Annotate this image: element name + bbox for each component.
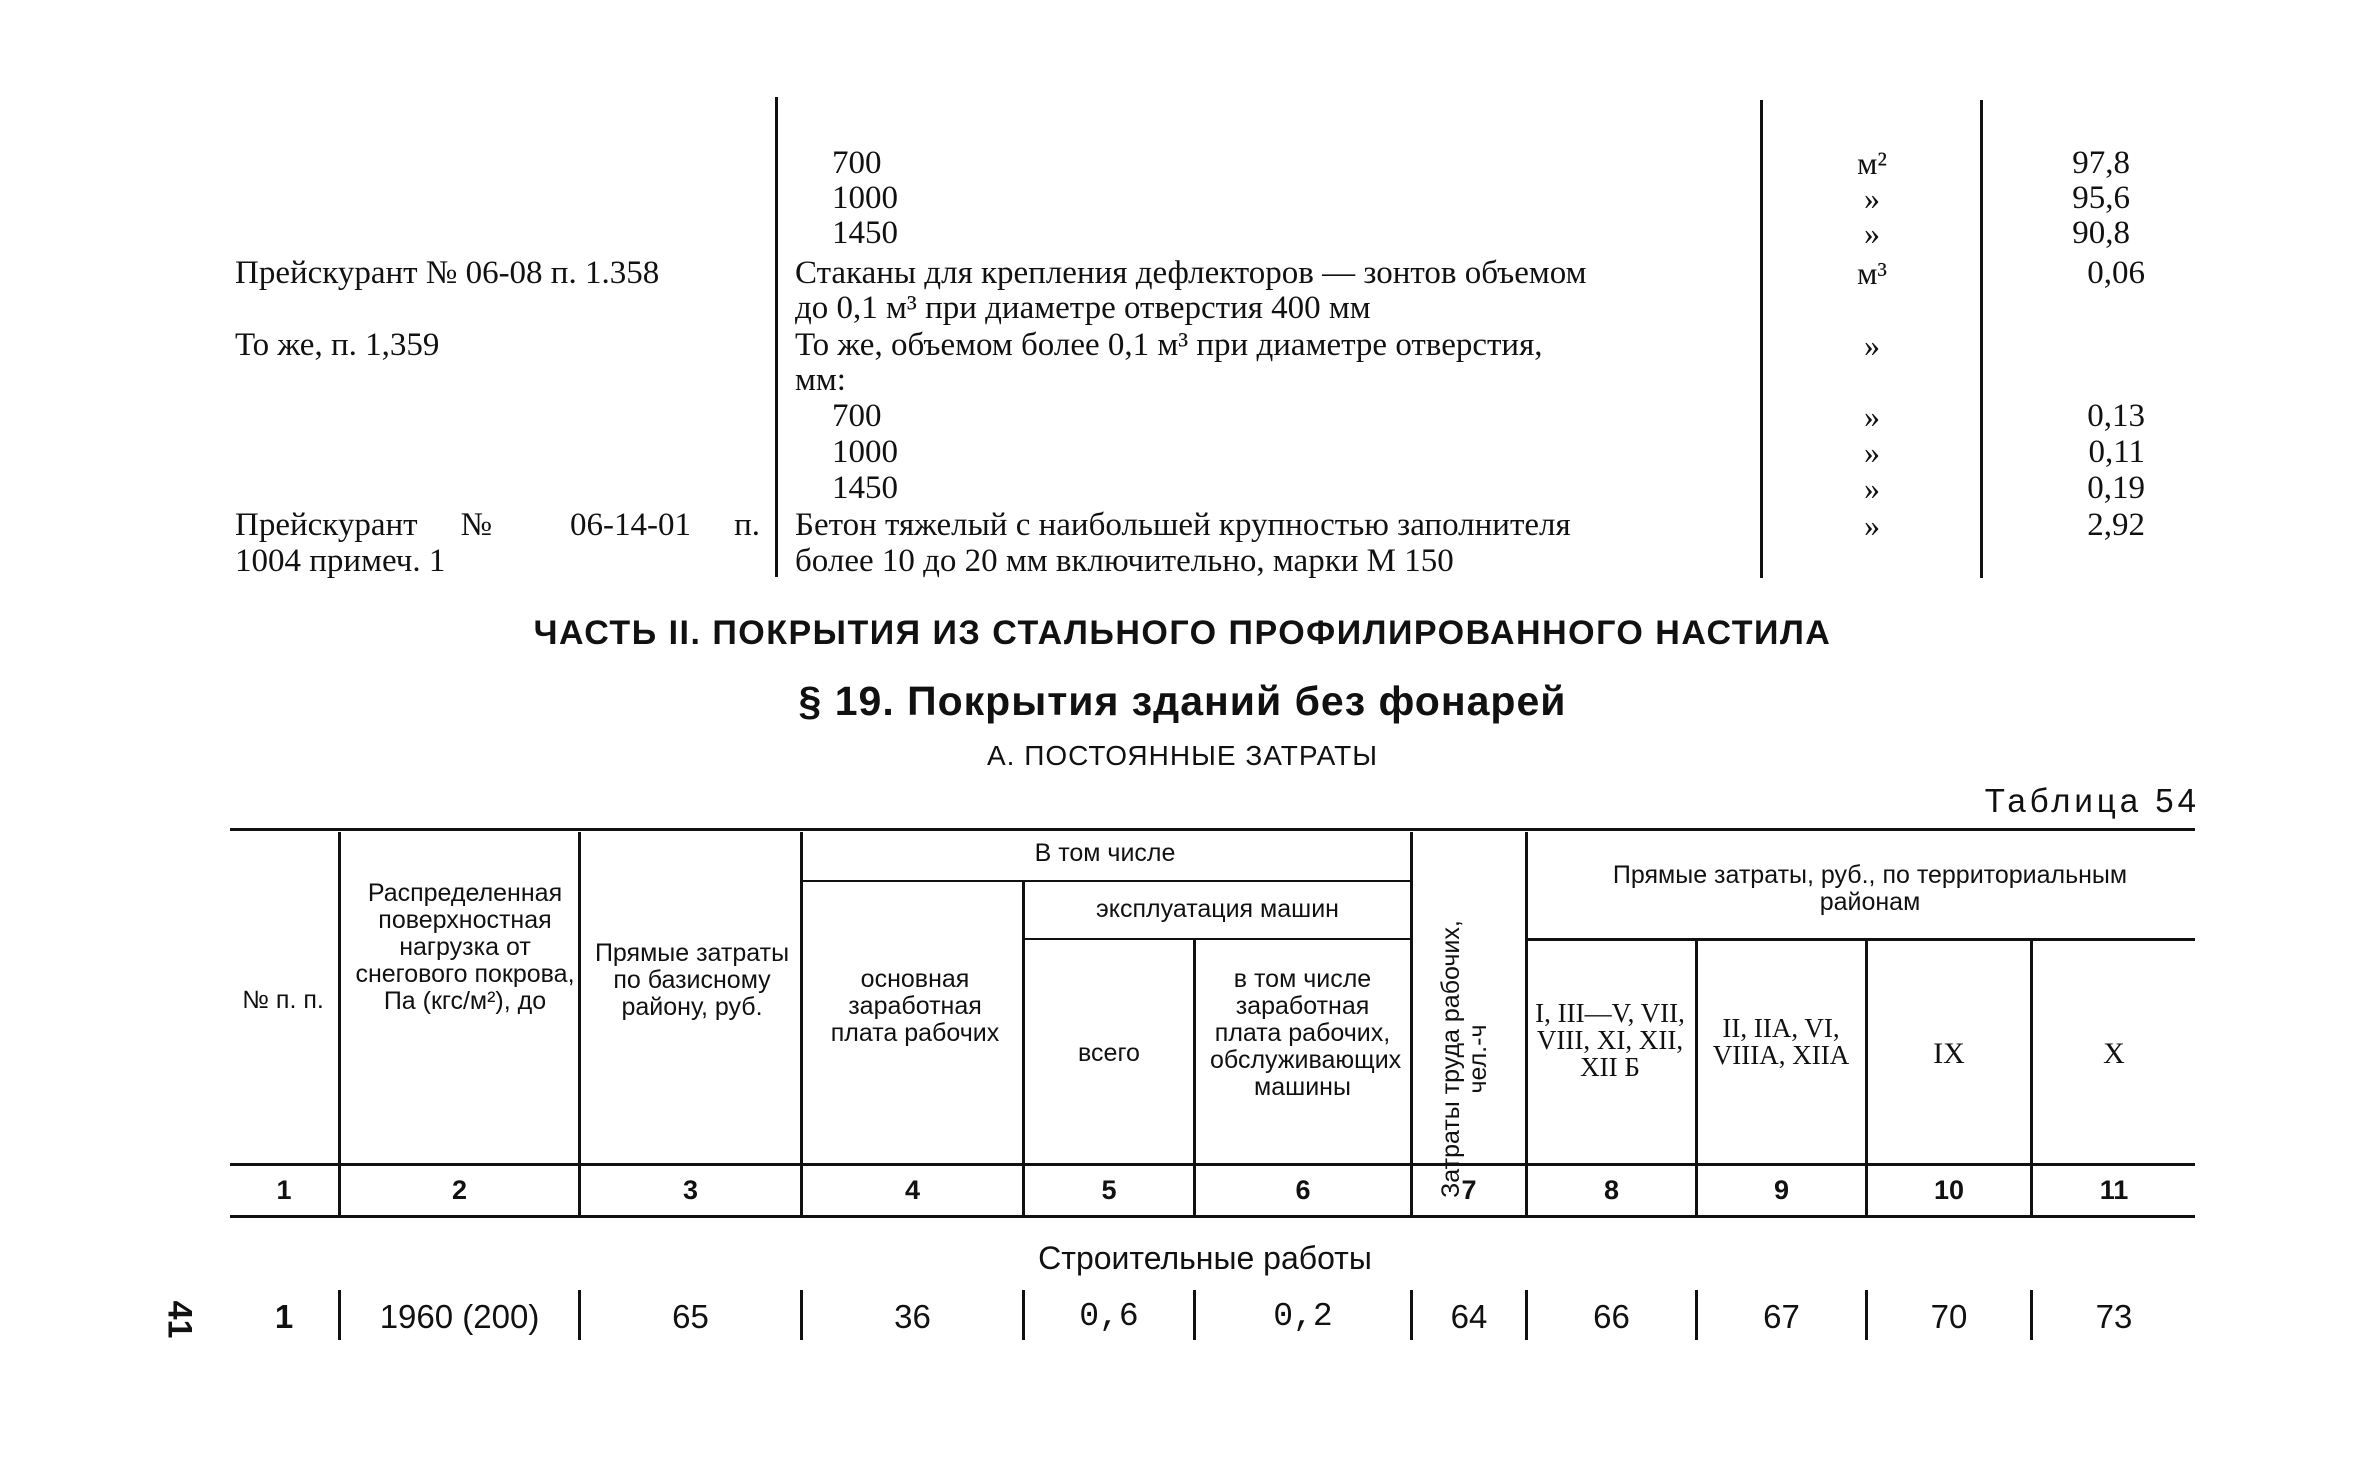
price-list-unit: » bbox=[1864, 507, 1880, 543]
column-number: 3 bbox=[682, 1175, 699, 1205]
price-list-description: То же, объемом более 0,1 м³ при диаметре отверстия, bbox=[795, 327, 1543, 363]
table-divider bbox=[800, 832, 803, 1215]
price-list-description: 1450 bbox=[832, 215, 898, 251]
price-list-value: 95,6 bbox=[2072, 180, 2130, 216]
price-list-description: до 0,1 м³ при диаметре отверстия 400 мм bbox=[795, 290, 1371, 326]
header-region-2: II, IIA, VI, VIIIA, XIIA bbox=[1712, 1013, 1850, 1070]
header-region-1: I, III—V, VII, VIII, XI, XII, XII Б bbox=[1535, 998, 1685, 1082]
table-rule bbox=[800, 880, 1410, 882]
column-number: 1 bbox=[276, 1175, 292, 1205]
table-divider bbox=[2030, 940, 2033, 1215]
table-rule bbox=[230, 1215, 2195, 1218]
subsection-heading: А. ПОСТОЯННЫЕ ЗАТРАТЫ bbox=[986, 740, 1379, 771]
header-base-wage: основная заработная плата рабочих bbox=[830, 965, 1000, 1047]
table-divider bbox=[578, 832, 581, 1215]
column-number: 10 bbox=[1933, 1175, 1965, 1205]
price-list-unit: » bbox=[1864, 327, 1880, 363]
table-divider bbox=[338, 832, 341, 1215]
price-list-description: 1000 bbox=[832, 434, 898, 470]
header-including: В том числе bbox=[1034, 839, 1176, 867]
price-list-unit: м³ bbox=[1857, 255, 1887, 291]
price-list-value: 0,11 bbox=[2088, 434, 2145, 470]
price-list-unit: » bbox=[1864, 180, 1880, 216]
page-number: 41 bbox=[160, 1300, 199, 1339]
header-region-x: X bbox=[2103, 1037, 2125, 1070]
price-list-description: мм: bbox=[795, 362, 846, 398]
column-number: 6 bbox=[1295, 1175, 1311, 1205]
part-heading: ЧАСТЬ II. ПОКРЫТИЯ ИЗ СТАЛЬНОГО ПРОФИЛИРОВАННОГО НАСТИЛА bbox=[533, 614, 1832, 652]
header-base-cost: Прямые затраты по базисному району, руб. bbox=[594, 939, 790, 1021]
price-list-value: 0,19 bbox=[2087, 470, 2145, 506]
table-divider bbox=[1865, 940, 1868, 1215]
price-list-unit: » bbox=[1864, 398, 1880, 434]
header-machine-wage: в том числе заработная плата рабочих, обслуживающих машины bbox=[1210, 965, 1402, 1101]
table-rule bbox=[230, 828, 2195, 831]
column-number: 8 bbox=[1603, 1175, 1620, 1205]
cell-region-x: 73 bbox=[2095, 1298, 2133, 1335]
price-list-source: Прейскурант № 06-14-01 п. bbox=[235, 507, 760, 543]
section-heading: § 19. Покрытия зданий без фонарей bbox=[798, 678, 1567, 724]
header-row-number: № п. п. bbox=[242, 986, 324, 1014]
header-regions: Прямые затраты, руб., по территориальным районам bbox=[1612, 861, 2128, 916]
group-row-title: Строительные работы bbox=[1038, 1240, 1372, 1276]
cell-region-1: 66 bbox=[1593, 1298, 1630, 1335]
table-divider bbox=[1695, 940, 1698, 1215]
price-list-unit: м² bbox=[1857, 145, 1887, 181]
column-number: 9 bbox=[1773, 1175, 1790, 1205]
price-list-value: 2,92 bbox=[2087, 507, 2145, 543]
table-rule bbox=[230, 1163, 2195, 1166]
column-number: 11 bbox=[2099, 1175, 2129, 1205]
cell-region-2: 67 bbox=[1763, 1298, 1800, 1335]
cell-region-ix: 70 bbox=[1930, 1298, 1968, 1335]
column-number: 5 bbox=[1101, 1175, 1117, 1205]
table-divider bbox=[1410, 832, 1413, 1215]
table-label: Таблица 54 bbox=[1984, 782, 2200, 819]
table-divider bbox=[1525, 832, 1528, 1215]
header-snow-load: Распределенная поверхностная нагрузка от снегового покрова, Па (кгс/м²), до bbox=[355, 879, 575, 1015]
header-region-ix: IX bbox=[1933, 1037, 1965, 1070]
price-list-description: Стаканы для крепления дефлекторов — зонтов объемом bbox=[795, 255, 1587, 291]
cell-machines-total: 0,6 bbox=[1079, 1298, 1139, 1335]
price-list-source: 1004 примеч. 1 bbox=[235, 543, 446, 579]
price-list-source: То же, п. 1,359 bbox=[235, 327, 440, 363]
price-list-value: 90,8 bbox=[2072, 215, 2130, 251]
cell-base-cost: 65 bbox=[672, 1298, 709, 1335]
column-number: 2 bbox=[451, 1175, 468, 1205]
price-list-unit: » bbox=[1864, 434, 1880, 470]
cell-machine-wage: 0,2 bbox=[1273, 1298, 1333, 1335]
price-list-description: более 10 до 20 мм включительно, марки М 150 bbox=[795, 543, 1454, 579]
header-machines-total: всего bbox=[1078, 1039, 1140, 1067]
header-labor: Затраты труда рабочих, чел.-ч bbox=[1437, 920, 1492, 1198]
price-list-value: 0,13 bbox=[2087, 398, 2145, 434]
column-number: 4 bbox=[904, 1175, 921, 1205]
price-list-description: 700 bbox=[832, 398, 882, 434]
price-list-divider bbox=[1760, 100, 1763, 578]
cell-base-wage: 36 bbox=[894, 1298, 931, 1335]
table-divider bbox=[1193, 940, 1196, 1215]
price-list-description: 1450 bbox=[832, 470, 898, 506]
price-list-unit: » bbox=[1864, 470, 1880, 506]
cell-labor: 64 bbox=[1450, 1298, 1488, 1335]
cell-snow-load: 1960 (200) bbox=[379, 1298, 540, 1335]
price-list-source: Прейскурант № 06-08 п. 1.358 bbox=[235, 255, 660, 291]
price-list-description: 1000 bbox=[832, 180, 898, 216]
table-rule bbox=[1525, 938, 2195, 941]
price-list-description: Бетон тяжелый с наибольшей крупностью заполнителя bbox=[795, 507, 1571, 543]
price-list-description: 700 bbox=[832, 145, 882, 181]
column-number: 7 bbox=[1461, 1175, 1477, 1205]
table-rule bbox=[1025, 938, 1410, 940]
cell-row-number: 1 bbox=[274, 1298, 294, 1335]
price-list-divider bbox=[775, 97, 778, 577]
price-list-value: 0,06 bbox=[2087, 255, 2145, 291]
header-machines: эксплуатация машин bbox=[1096, 895, 1339, 923]
price-list-unit: » bbox=[1864, 215, 1880, 251]
price-list-value: 97,8 bbox=[2072, 145, 2130, 181]
